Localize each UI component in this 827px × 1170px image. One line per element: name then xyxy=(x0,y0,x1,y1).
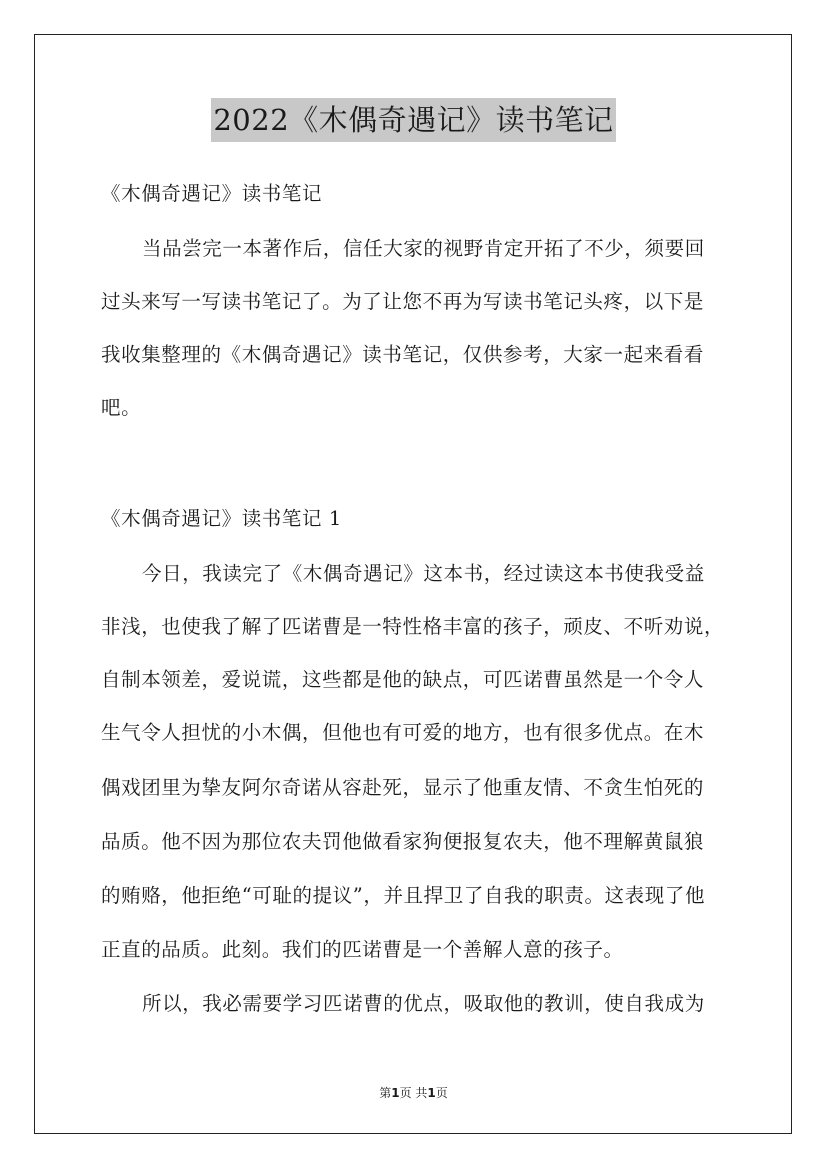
paragraph-line: 非浅，也使我了解了匹诺曹是一特性格丰富的孩子，顽皮、不听劝说， xyxy=(101,615,725,638)
footer-total-pages: 1 xyxy=(427,1086,436,1100)
paragraph-line: 所以，我必需要学习匹诺曹的优点，吸取他的教训，使自我成为 xyxy=(142,992,705,1015)
paragraph-line: 过头来写一写读书笔记了。为了让您不再为写读书笔记头疼，以下是 xyxy=(101,290,705,313)
title-wrap xyxy=(0,98,827,142)
paragraph-line: 的贿赂，他拒绝“可耻的提议”，并且捍卫了自我的职责。这表现了他 xyxy=(101,884,706,907)
paragraph-line: 品质。他不因为那位农夫罚他做看家狗便报复农夫，他不理解黄鼠狼 xyxy=(101,830,705,853)
paragraph-line: 今日，我读完了《木偶奇遇记》这本书，经过读这本书使我受益 xyxy=(142,562,705,585)
footer-suffix: 页 xyxy=(435,1086,448,1100)
section-heading: 《木偶奇遇记》读书笔记 1 xyxy=(101,507,342,530)
paragraph-line: 自制本领差，爱说谎，这些都是他的缺点，可匹诺曹虽然是一个令人 xyxy=(101,668,705,691)
paragraph-line: 偶戏团里为挚友阿尔奇诺从容赴死，显示了他重友情、不贪生怕死的 xyxy=(101,776,705,799)
paragraph-line: 我收集整理的《木偶奇遇记》读书笔记，仅供参考，大家一起来看看 xyxy=(101,343,705,366)
paragraph-line: 吧。 xyxy=(101,396,142,419)
document-title: 2022《木偶奇遇记》读书笔记 xyxy=(211,98,615,142)
subtitle-line: 《木偶奇遇记》读书笔记 xyxy=(101,182,323,205)
paragraph-line: 当品尝完一本著作后，信任大家的视野肯定开拓了不少，须要回 xyxy=(142,237,705,260)
paragraph-line: 生气令人担忧的小木偶，但他也有可爱的地方，也有很多优点。在木 xyxy=(101,721,705,744)
page-footer xyxy=(0,1084,827,1101)
footer-mid: 页 共 xyxy=(399,1086,428,1100)
paragraph-line: 正直的品质。此刻。我们的匹诺曹是一个善解人意的孩子。 xyxy=(101,938,624,961)
footer-prefix: 第 xyxy=(379,1086,392,1100)
footer-page-number: 1 xyxy=(391,1086,400,1100)
